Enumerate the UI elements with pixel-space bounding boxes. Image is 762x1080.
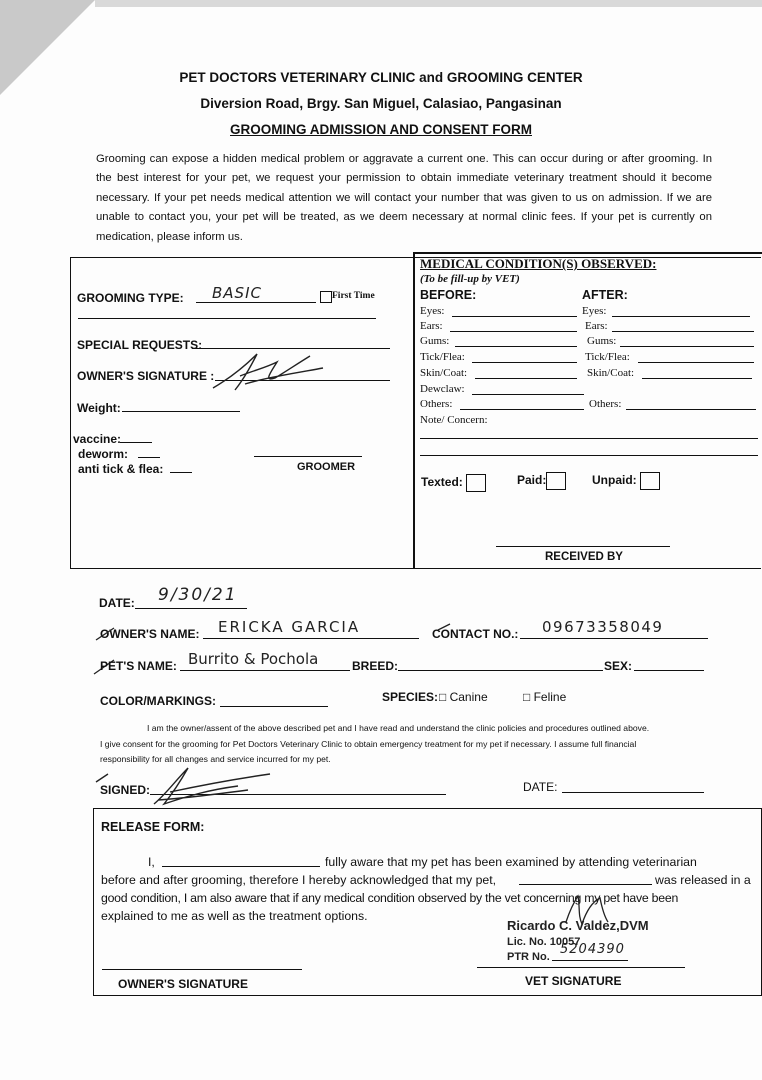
after-gums-field[interactable]: [620, 346, 754, 347]
groomer-line: [254, 456, 362, 457]
received-by-line: [496, 546, 670, 547]
breed-field[interactable]: [398, 656, 603, 671]
received-by-label: RECEIVED BY: [545, 551, 623, 563]
release-title: RELEASE FORM:: [101, 820, 205, 834]
unpaid-label: Unpaid:: [592, 472, 660, 490]
consent-line-1: I am the owner/assent of the above described pet and I have read and understand the clinic policies and procedures outlined above.: [147, 723, 650, 733]
sex-field[interactable]: [634, 656, 704, 671]
contact-value: 09673358049: [542, 618, 664, 636]
consent-date-label: DATE:: [523, 780, 558, 794]
special-requests-label: SPECIAL REQUESTS:: [77, 338, 203, 352]
date-value: 9/30/21: [158, 585, 238, 605]
before-eyes-field[interactable]: [452, 316, 577, 317]
release-line-2b: was released in a: [655, 873, 751, 887]
release-i-label: I,: [148, 855, 155, 869]
owner-signature-label: OWNER'S SIGNATURE :: [77, 369, 215, 383]
note-line-1[interactable]: [420, 438, 758, 439]
feline-option[interactable]: □ Feline: [523, 690, 567, 704]
release-line-2a: before and after grooming, therefore I hereby acknowledged that my pet,: [101, 873, 497, 887]
consent-date-field[interactable]: [562, 778, 704, 793]
vet-ptr-label: PTR No.: [507, 951, 550, 963]
after-skincoat-label: Skin/Coat:: [587, 367, 635, 379]
after-eyes-field[interactable]: [612, 316, 750, 317]
medical-subtitle: (To be fill-up by VET): [420, 273, 520, 285]
deworm-field[interactable]: [138, 445, 160, 458]
pet-name-value: Burrito & Pochola: [188, 650, 319, 668]
after-eyes-label: Eyes:: [582, 305, 607, 317]
contact-label: CONTACT NO.:: [432, 627, 519, 641]
before-ears-field[interactable]: [450, 331, 577, 332]
color-label: COLOR/MARKINGS:: [100, 694, 216, 708]
before-dewclaw-label: Dewclaw:: [420, 383, 465, 395]
after-others-label: Others:: [589, 398, 622, 410]
before-tickflea-field[interactable]: [472, 362, 577, 363]
species-label: SPECIES:: [382, 690, 439, 704]
after-skincoat-field[interactable]: [642, 378, 752, 379]
feline-checkbox-icon[interactable]: □: [523, 690, 531, 704]
after-ears-field[interactable]: [612, 331, 754, 332]
upper-box-top-right: [413, 252, 762, 254]
before-others-field[interactable]: [460, 409, 584, 410]
canine-option[interactable]: □ Canine: [439, 690, 488, 704]
owner-name-value: ERICKA GARCIA: [218, 618, 361, 636]
after-others-field[interactable]: [626, 409, 756, 410]
first-time-checkbox[interactable]: [320, 291, 332, 303]
paper-top-edge: [95, 0, 762, 7]
unpaid-checkbox[interactable]: [640, 472, 660, 490]
before-gums-field[interactable]: [455, 346, 577, 347]
before-skincoat-field[interactable]: [475, 378, 577, 379]
before-others-label: Others:: [420, 398, 453, 410]
date-label: DATE:: [99, 596, 135, 610]
vaccine-field[interactable]: [120, 430, 152, 443]
paid-label: Paid:: [517, 472, 566, 490]
breed-label: BREED:: [352, 659, 399, 673]
groomer-label: GROOMER: [297, 461, 356, 473]
release-line-1: fully aware that my pet has been examined by attending veterinarian: [325, 855, 697, 869]
before-tickflea-label: Tick/Flea:: [420, 351, 465, 363]
first-time-label: First Time: [332, 291, 375, 301]
owner-name-label: OWNER'S NAME:: [100, 627, 200, 641]
after-tickflea-label: Tick/Flea:: [585, 351, 630, 363]
before-gums-label: Gums:: [420, 335, 450, 347]
panel-divider: [413, 252, 415, 568]
paid-checkbox[interactable]: [546, 472, 566, 490]
pet-name-label: PET'S NAME:: [100, 659, 177, 673]
owner-sig-line[interactable]: [102, 969, 302, 970]
clinic-name: PET DOCTORS VETERINARY CLINIC and GROOMING CENTER: [179, 70, 583, 85]
grooming-type-label: GROOMING TYPE:: [77, 291, 184, 305]
vet-sig-label: VET SIGNATURE: [525, 974, 622, 988]
intro-paragraph: Grooming can expose a hidden medical problem or aggravate a current one. This can occur during or after grooming. In the best interest for your pet, we request your permission to obtain immediate veterinary treatment should it become necessary. If your pet needs medical attention we will contact your number that was given to us on admission. If we are unable to contact you, your pet will be treated, as we deem necessary at normal clinic fees. If your pet is currently on medication, please inform us.: [96, 153, 712, 243]
signed-label: SIGNED:: [100, 783, 151, 797]
grooming-type-value: BASIC: [212, 284, 262, 302]
clinic-address: Diversion Road, Brgy. San Miguel, Calasiao, Pangasinan: [200, 96, 562, 111]
after-ears-label: Ears:: [585, 320, 608, 332]
vaccine-label: vaccine:: [73, 432, 122, 446]
vet-name: Ricardo C. Valdez,DVM: [507, 918, 649, 933]
before-eyes-label: Eyes:: [420, 305, 445, 317]
note-label: Note/ Concern:: [420, 414, 488, 426]
before-ears-label: Ears:: [420, 320, 443, 332]
owner-signature-scribble: [205, 348, 330, 396]
release-line-3: good condition, I am also aware that if any medical condition observed by the vet concerning my pet have been: [101, 891, 679, 905]
consent-line-3: responsibility for all changes and service incurred for my pet.: [100, 754, 331, 764]
note-line-2[interactable]: [420, 455, 758, 456]
before-label: BEFORE:: [420, 288, 477, 302]
before-skincoat-label: Skin/Coat:: [420, 367, 468, 379]
sex-label: SEX:: [604, 659, 633, 673]
after-tickflea-field[interactable]: [638, 362, 754, 363]
form-title: GROOMING ADMISSION AND CONSENT FORM: [230, 122, 532, 137]
weight-label: Weight:: [77, 401, 121, 415]
release-line-4: explained to me as well as the treatment options.: [101, 909, 368, 923]
texted-label: Texted:: [421, 474, 486, 492]
color-field[interactable]: [220, 692, 328, 707]
consent-line-2: I give consent for the grooming for Pet Doctors Veterinary Clinic to obtain emergency treatment for my pet if necessary. I assume full financial: [100, 739, 637, 749]
before-dewclaw-field[interactable]: [472, 394, 584, 395]
canine-checkbox-icon[interactable]: □: [439, 690, 447, 704]
anti-tick-label: anti tick & flea:: [78, 462, 164, 476]
texted-checkbox[interactable]: [466, 474, 486, 492]
owner-sig-label: OWNER'S SIGNATURE: [118, 977, 248, 991]
deworm-label: deworm:: [78, 447, 129, 461]
medical-title: MEDICAL CONDITION(S) OBSERVED:: [420, 256, 657, 271]
signed-signature-scribble: [88, 760, 278, 810]
after-gums-label: Gums:: [587, 335, 617, 347]
release-owner-name-field[interactable]: [162, 866, 320, 867]
grooming-extra-line: [78, 318, 376, 319]
anti-tick-field[interactable]: [170, 460, 192, 473]
weight-field[interactable]: [122, 399, 240, 412]
after-label: AFTER:: [582, 288, 628, 302]
vet-license: Lic. No. 10057: [507, 936, 581, 948]
vet-sig-line[interactable]: [477, 967, 685, 968]
release-pet-field[interactable]: [519, 884, 652, 885]
vet-ptr-value: 5204390: [560, 942, 625, 957]
